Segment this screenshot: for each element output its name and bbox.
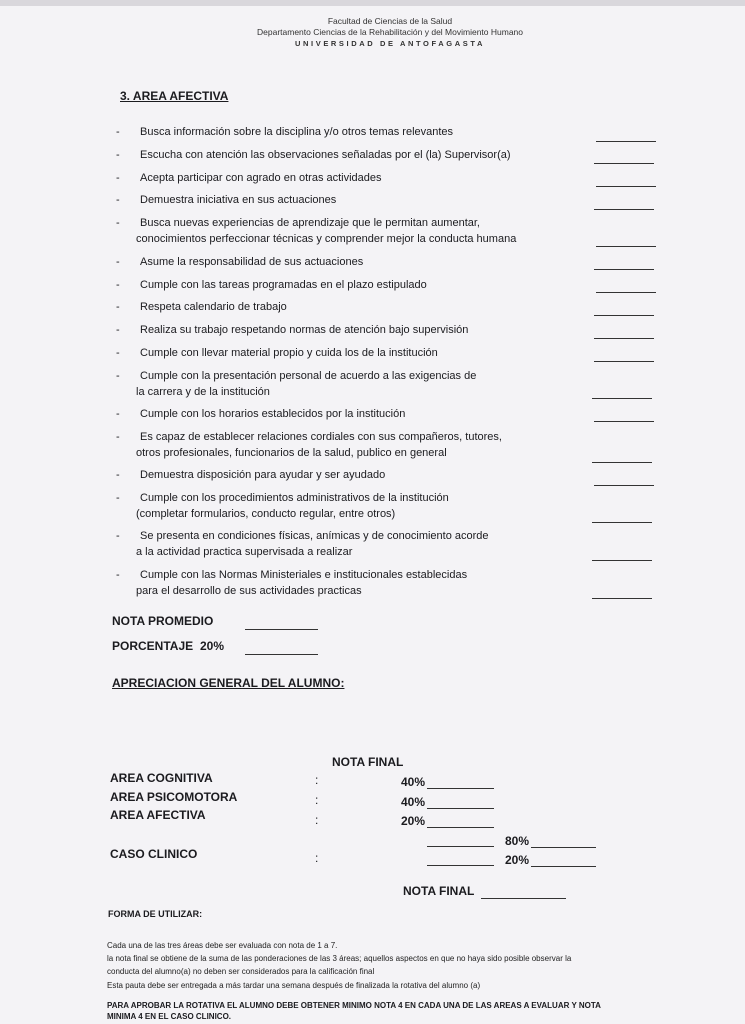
- score-blank[interactable]: [594, 485, 654, 486]
- score-blank[interactable]: [592, 560, 652, 561]
- score-blank[interactable]: [596, 246, 656, 247]
- criteria-text: [140, 345, 560, 361]
- faculty-name: Facultad de Ciencias de la Salud: [327, 16, 453, 26]
- instruction-line: conducta del alumno(a) no deben ser considerados para la calificación final: [107, 967, 375, 976]
- bullet-dash: -: [116, 347, 120, 359]
- area-cognitiva-pct: 40%: [401, 775, 426, 789]
- bullet-dash: -: [116, 301, 120, 313]
- criteria-text: [140, 322, 560, 338]
- approval-note-line: PARA APROBAR LA ROTATIVA EL ALUMNO DEBE OBTENER MINIMO NOTA 4 EN CADA UNA DE LAS AREAS A EVALUAR Y NOTA: [107, 1001, 601, 1010]
- scan-edge: [0, 0, 745, 6]
- bullet-dash: -: [116, 279, 120, 291]
- area-psicomotora-pct: 40%: [401, 795, 426, 809]
- criteria-text: [136, 368, 560, 400]
- criteria-text: [140, 147, 560, 163]
- criteria-text: [140, 299, 560, 315]
- instruction-line: Esta pauta debe ser entregada a más tardar una semana después de finalizada la rotativa del alumno (a): [107, 981, 481, 990]
- criteria-text-line: Busca nuevas experiencias de aprendizaje que le permitan aumentar,: [140, 217, 480, 229]
- bullet-dash: -: [116, 569, 120, 581]
- criteria-text-line: la carrera y de la institución: [136, 386, 270, 398]
- criteria-text: [136, 429, 560, 461]
- score-blank[interactable]: [594, 338, 654, 339]
- bullet-dash: -: [116, 217, 120, 229]
- area-cognitiva-blank[interactable]: [427, 788, 494, 789]
- caso-clinico-colon: :: [315, 851, 319, 865]
- area-afectiva-blank[interactable]: [427, 827, 494, 828]
- criteria-text-line: Busca información sobre la disciplina y/o otros temas relevantes: [140, 126, 454, 138]
- criteria-text: [140, 124, 560, 140]
- subtotal-pct: 80%: [505, 834, 530, 848]
- section-title: 3. AREA AFECTIVA: [120, 89, 229, 103]
- bullet-dash: -: [116, 194, 120, 206]
- score-blank[interactable]: [596, 186, 656, 187]
- criteria-text-line: Cumple con las tareas programadas en el plazo estipulado: [140, 279, 427, 291]
- criteria-text: [140, 254, 560, 270]
- area-psicomotora-colon: :: [315, 793, 319, 807]
- nota-final-title: NOTA FINAL: [332, 755, 404, 769]
- criteria-text: [140, 277, 560, 293]
- criteria-text-line: (completar formularios, conducto regular, entre otros): [136, 508, 396, 520]
- approval-note: [107, 1000, 601, 1022]
- criteria-text-line: Cumple con llevar material propio y cuida los de la institución: [140, 347, 438, 359]
- instruction-line: Cada una de las tres áreas debe ser evaluada con nota de 1 a 7.: [107, 941, 338, 950]
- score-blank[interactable]: [592, 598, 652, 599]
- score-blank[interactable]: [594, 209, 654, 210]
- bullet-dash: -: [116, 408, 120, 420]
- criteria-text-line: a la actividad practica supervisada a realizar: [136, 546, 353, 558]
- bullet-dash: -: [116, 530, 120, 542]
- score-blank[interactable]: [594, 163, 654, 164]
- criteria-text: [136, 215, 560, 247]
- instruction-line: la nota final se obtiene de la suma de las ponderaciones de las 3 áreas; aquellos aspectos en que no haya sido posible observar la: [107, 954, 572, 963]
- bullet-dash: -: [116, 126, 120, 138]
- caso-clinico-blank[interactable]: [427, 865, 494, 866]
- subtotal-result-blank[interactable]: [531, 847, 596, 848]
- criteria-text: [140, 192, 560, 208]
- forma-title: FORMA DE UTILIZAR:: [108, 909, 203, 919]
- apreciacion-title: APRECIACION GENERAL DEL ALUMNO:: [112, 676, 345, 690]
- criteria-text-line: Acepta participar con agrado en otras actividades: [140, 172, 382, 184]
- caso-clinico-result-blank[interactable]: [531, 866, 596, 867]
- score-blank[interactable]: [594, 361, 654, 362]
- area-afectiva-label: AREA AFECTIVA: [110, 808, 206, 822]
- criteria-text-line: Cumple con las Normas Ministeriales e institucionales establecidas: [140, 569, 468, 581]
- caso-clinico-pct: 20%: [505, 853, 530, 867]
- porcentaje-blank[interactable]: [245, 654, 318, 655]
- bullet-dash: -: [116, 172, 120, 184]
- bullet-dash: -: [116, 469, 120, 481]
- criteria-text-line: otros profesionales, funcionarios de la salud, publico en general: [136, 447, 447, 459]
- caso-clinico-label: CASO CLINICO: [110, 847, 198, 861]
- nota-final-blank[interactable]: [481, 898, 566, 899]
- area-afectiva-colon: :: [315, 813, 319, 827]
- area-cognitiva-label: AREA COGNITIVA: [110, 771, 213, 785]
- department-name: Departamento Ciencias de la Rehabilitación y del Movimiento Humano: [257, 27, 523, 37]
- criteria-text-line: Cumple con la presentación personal de acuerdo a las exigencias de: [140, 370, 477, 382]
- bullet-dash: -: [116, 492, 120, 504]
- bullet-dash: -: [116, 324, 120, 336]
- criteria-text-line: Cumple con los horarios establecidos por la institución: [140, 408, 406, 420]
- porcentaje-value: 20%: [200, 639, 225, 653]
- criteria-text-line: Cumple con los procedimientos administrativos de la institución: [140, 492, 449, 504]
- porcentaje-label: PORCENTAJE: [112, 639, 194, 653]
- bullet-dash: -: [116, 149, 120, 161]
- score-blank[interactable]: [592, 398, 652, 399]
- criteria-text-line: Es capaz de establecer relaciones cordiales con sus compañeros, tutores,: [140, 431, 502, 443]
- criteria-text-line: Demuestra disposición para ayudar y ser ayudado: [140, 469, 386, 481]
- criteria-text: [140, 467, 560, 483]
- criteria-text: [140, 170, 560, 186]
- bullet-dash: -: [116, 431, 120, 443]
- score-blank[interactable]: [594, 315, 654, 316]
- score-blank[interactable]: [592, 522, 652, 523]
- approval-note-line: MINIMA 4 EN EL CASO CLINICO.: [107, 1012, 232, 1021]
- nota-promedio-blank[interactable]: [245, 629, 318, 630]
- criteria-text-line: Escucha con atención las observaciones señaladas por el (la) Supervisor(a): [140, 149, 511, 161]
- document-header: [190, 16, 590, 49]
- criteria-text-line: conocimientos perfeccionar técnicas y comprender mejor la conducta humana: [136, 233, 517, 245]
- criteria-text-line: Demuestra iniciativa en sus actuaciones: [140, 194, 337, 206]
- criteria-text: [136, 490, 560, 522]
- area-cognitiva-colon: :: [315, 773, 319, 787]
- score-blank[interactable]: [594, 421, 654, 422]
- area-psicomotora-label: AREA PSICOMOTORA: [110, 790, 238, 804]
- area-psicomotora-blank[interactable]: [427, 808, 494, 809]
- subtotal-blank[interactable]: [427, 846, 494, 847]
- score-blank[interactable]: [596, 292, 656, 293]
- criteria-text-line: Asume la responsabilidad de sus actuaciones: [140, 256, 364, 268]
- criteria-text-line: para el desarrollo de sus actividades practicas: [136, 585, 362, 597]
- criteria-text-line: Se presenta en condiciones físicas, anímicas y de conocimiento acorde: [140, 530, 489, 542]
- score-blank[interactable]: [594, 269, 654, 270]
- score-blank[interactable]: [592, 462, 652, 463]
- criteria-text: [140, 406, 560, 422]
- criteria-text-line: Realiza su trabajo respetando normas de atención bajo supervisión: [140, 324, 469, 336]
- score-blank[interactable]: [596, 141, 656, 142]
- bullet-dash: -: [116, 256, 120, 268]
- nota-final-label: NOTA FINAL: [403, 884, 475, 898]
- bullet-dash: -: [116, 370, 120, 382]
- area-afectiva-pct: 20%: [401, 814, 426, 828]
- criteria-text: [136, 528, 560, 560]
- nota-promedio-label: NOTA PROMEDIO: [112, 614, 214, 628]
- criteria-text-line: Respeta calendario de trabajo: [140, 301, 287, 313]
- criteria-text: [136, 567, 560, 599]
- university-name: UNIVERSIDAD DE ANTOFAGASTA: [295, 39, 485, 48]
